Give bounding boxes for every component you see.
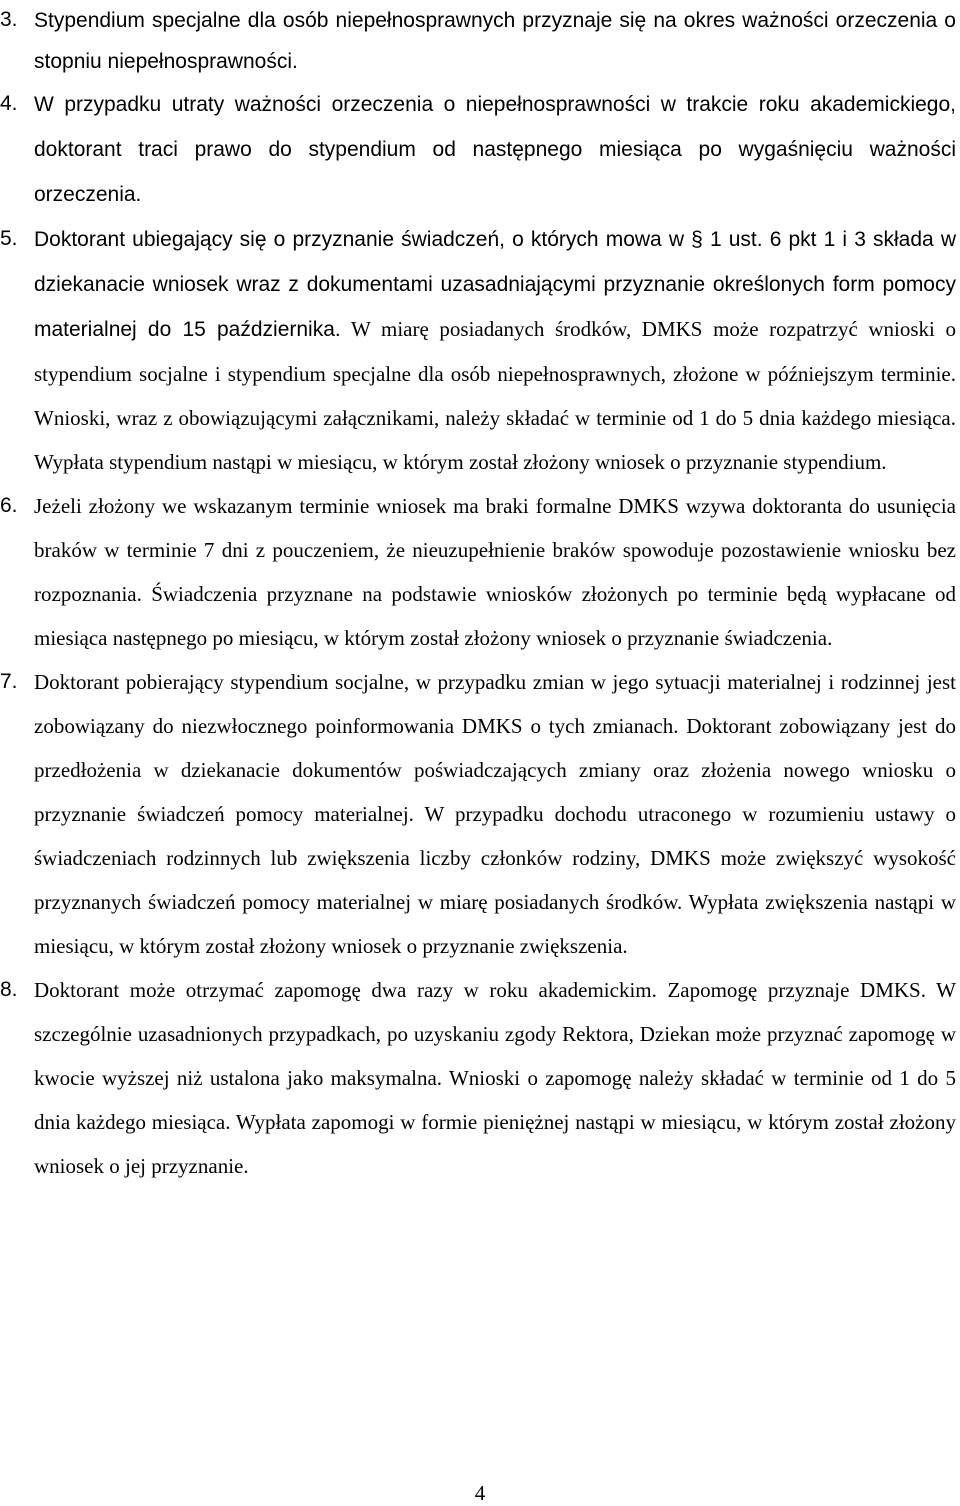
item-number: 6. (0, 494, 18, 517)
list-item (0, 660, 956, 968)
item-text (34, 82, 956, 217)
list-item (0, 968, 956, 1188)
item-text-segment: Doktorant może otrzymać zapomogę dwa razy w roku akademickim. Zapomogę przyznaje DMKS. W szczególnie uzasadnionych przypadkach, po uzyskaniu zgody Rektora, Dziekan może przyznać zapomogę w kwocie wyższej niż ustalona jako maksymalna. Wnioski o zapomogę należy składać w terminie od 1 do 5 dnia każdego miesiąca. Wypłata zapomogi w formie pieniężnej nastąpi w miesiącu, w którym został złożony wniosek o jej przyznanie. (34, 978, 956, 1178)
list-item (0, 0, 956, 82)
page-number: 4 (474, 1481, 486, 1505)
item-text (34, 484, 956, 660)
item-number: 7. (0, 670, 18, 693)
item-number: 3. (0, 8, 18, 31)
item-text-segment: Doktorant pobierający stypendium socjalne, w przypadku zmian w jego sytuacji materialnej i rodzinnej jest zobowiązany do niezwłocznego poinformowania DMKS o tych zmianach. Doktorant zobowiązany jest do przedłożenia w dziekanacie dokumentów poświadczających zmiany oraz złożenia nowego wniosku o przyznanie świadczeń pomocy materialnej. W przypadku dochodu utraconego w rozumieniu ustawy o świadczeniach rodzinnych lub zwiększenia liczby członków rodziny, DMKS może zwiększyć wysokość przyznanych świadczeń pomocy materialnej w miarę posiadanych środków. Wypłata zwiększenia nastąpi w miesiącu, w którym został złożony wniosek o przyznanie zwiększenia. (34, 670, 956, 958)
item-number: 8. (0, 978, 18, 1001)
item-text-segment: Doktorant ubiegający się o przyznanie świadczeń, o których mowa w § 1 ust. 6 pkt 1 i 3 składa w dziekanacie wniosek wraz z dokumentami uzasadniającymi przyznanie określonych form pomocy materialnej do 15 października. (34, 228, 956, 341)
list-item (0, 82, 956, 217)
item-text-segment: Stypendium specjalne dla osób niepełnosprawnych przyznaje się na okres ważności orzeczenia o stopniu niepełnosprawności. (34, 9, 956, 73)
item-text (34, 968, 956, 1188)
item-text (34, 0, 956, 82)
item-number: 5. (0, 227, 18, 250)
list-item (0, 484, 956, 660)
item-text (34, 660, 956, 968)
item-text (34, 217, 956, 484)
item-number: 4. (0, 92, 18, 115)
item-text-segment: Jeżeli złożony we wskazanym terminie wniosek ma braki formalne DMKS wzywa doktoranta do usunięcia braków w terminie 7 dni z pouczeniem, że nieuzupełnienie braków spowoduje pozostawienie wniosku bez rozpoznania. Świadczenia przyznane na podstawie wniosków złożonych po terminie będą wypłacane od miesiąca następnego po miesiącu, w którym został złożony wniosek o przyznanie świadczenia. (34, 494, 956, 650)
list-item (0, 217, 956, 484)
item-text-segment: W miarę posiadanych środków, DMKS może rozpatrzyć wnioski o stypendium socjalne i stypendium specjalne dla osób niepełnosprawnych, złożone w późniejszym terminie. Wnioski, wraz z obowiązującymi załącznikami, należy składać w terminie od 1 do 5 dnia każdego miesiąca. Wypłata stypendium nastąpi w miesiącu, w którym został złożony wniosek o przyznanie stypendium. (34, 317, 956, 474)
item-text-segment: W przypadku utraty ważności orzeczenia o niepełnosprawności w trakcie roku akademickiego, doktorant traci prawo do stypendium od następnego miesiąca po wygaśnięciu ważności orzeczenia. (34, 93, 956, 206)
